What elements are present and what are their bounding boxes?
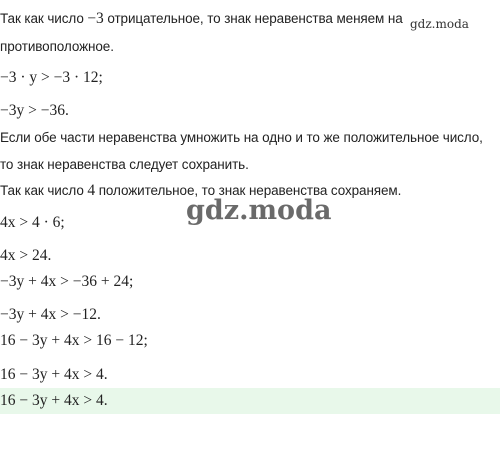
watermark-big: gdz.moda [186, 195, 332, 226]
text-line-1 [0, 10, 403, 28]
watermark-small: gdz.moda [410, 17, 469, 31]
text-line-1-math: −3 [87, 10, 104, 27]
math-line-2: −3y > −36. [0, 102, 69, 119]
text-line-5-pre: Так как число [0, 183, 88, 198]
math-line-answer: 16 − 3y + 4x > 4. [0, 392, 108, 409]
text-line-3: Если обе части неравенства умножить на одно и то же положительное число, [0, 130, 483, 145]
math-line-6: −3y + 4x > −12. [0, 306, 101, 323]
text-line-2: противоположное. [0, 39, 114, 54]
text-line-1-post: отрицательное, то знак неравенства меняем на [103, 11, 403, 26]
math-line-1: −3 · y > −3 · 12; [0, 69, 103, 86]
math-line-7: 16 − 3y + 4x > 16 − 12; [0, 332, 148, 349]
math-line-4: 4x > 24. [0, 247, 52, 264]
math-line-5: −3y + 4x > −36 + 24; [0, 273, 134, 290]
math-line-3: 4x > 4 · 6; [0, 214, 65, 231]
text-line-5-math: 4 [87, 182, 96, 199]
text-line-4: то знак неравенства следует сохранить. [0, 157, 249, 172]
text-line-5-post: положительное, то знак неравенства сохраняем. [95, 183, 402, 198]
text-line-1-pre: Так как число [0, 11, 88, 26]
math-line-8: 16 − 3y + 4x > 4. [0, 366, 108, 383]
